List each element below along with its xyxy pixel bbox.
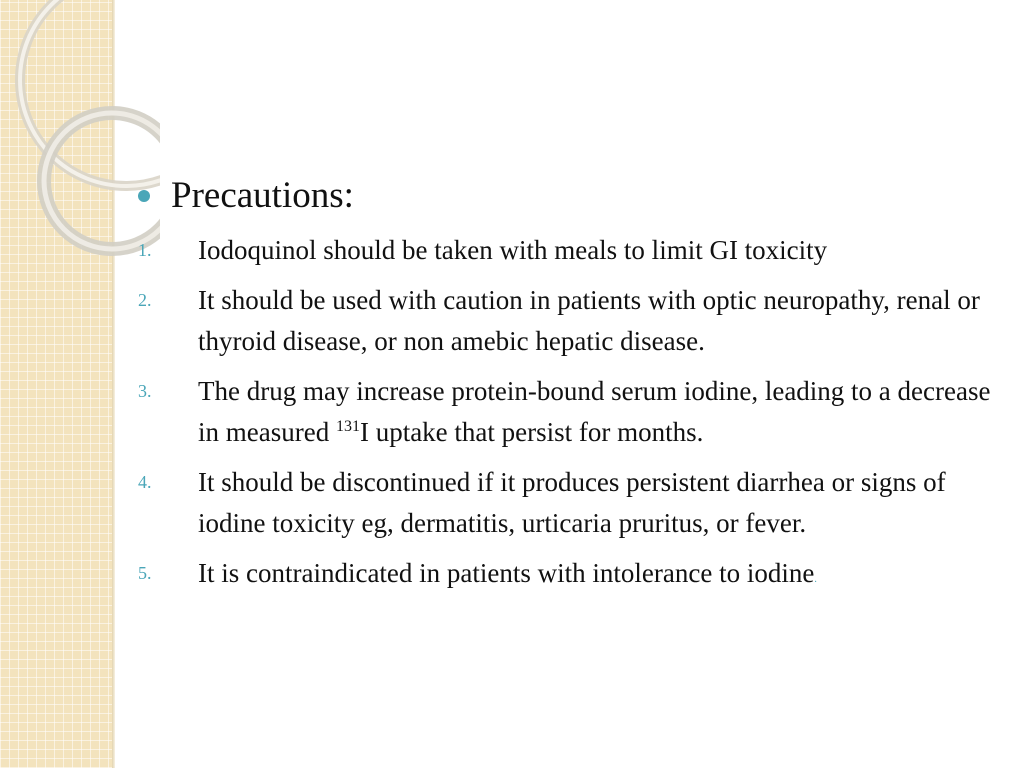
list-item bbox=[138, 230, 998, 271]
slide-heading: Precautions: bbox=[171, 175, 354, 216]
list-item-number: 3. bbox=[138, 381, 152, 401]
list-item-text-part: It is contraindicated in patients with intolerance to iodine bbox=[198, 558, 815, 588]
list-item-text bbox=[198, 371, 998, 453]
list-item-text-part: The drug may increase protein-bound serum iodine, leading to a decrease in measured bbox=[198, 376, 991, 447]
heading-row bbox=[138, 172, 998, 220]
decorative-rings-icon bbox=[0, 0, 160, 300]
list-item-text: It should be used with caution in patients with optic neuropathy, renal or thyroid disease, or non amebic hepatic disease. bbox=[198, 285, 980, 356]
isotope-superscript: 131 bbox=[335, 418, 360, 435]
list-item-number: 4. bbox=[138, 472, 152, 492]
slide-content bbox=[138, 172, 998, 609]
list-item bbox=[138, 280, 998, 362]
trailing-mark: . bbox=[814, 574, 817, 585]
list-item-number: 5. bbox=[138, 563, 152, 583]
list-item bbox=[138, 371, 998, 453]
list-item-number: 1. bbox=[138, 240, 152, 260]
list-item-number: 2. bbox=[138, 290, 152, 310]
list-item bbox=[138, 462, 998, 544]
precautions-list bbox=[138, 230, 998, 600]
list-item bbox=[138, 553, 998, 600]
list-item-text: Iodoquinol should be taken with meals to limit GI toxicity bbox=[198, 235, 828, 265]
list-item-text bbox=[198, 553, 998, 600]
list-item-text: It should be discontinued if it produces persistent diarrhea or signs of iodine toxicity eg, dermatitis, urticaria pruritus, or fever. bbox=[198, 467, 946, 538]
list-item-text-part: I uptake that persist for months. bbox=[359, 417, 704, 447]
bullet-dot-icon bbox=[138, 190, 150, 202]
